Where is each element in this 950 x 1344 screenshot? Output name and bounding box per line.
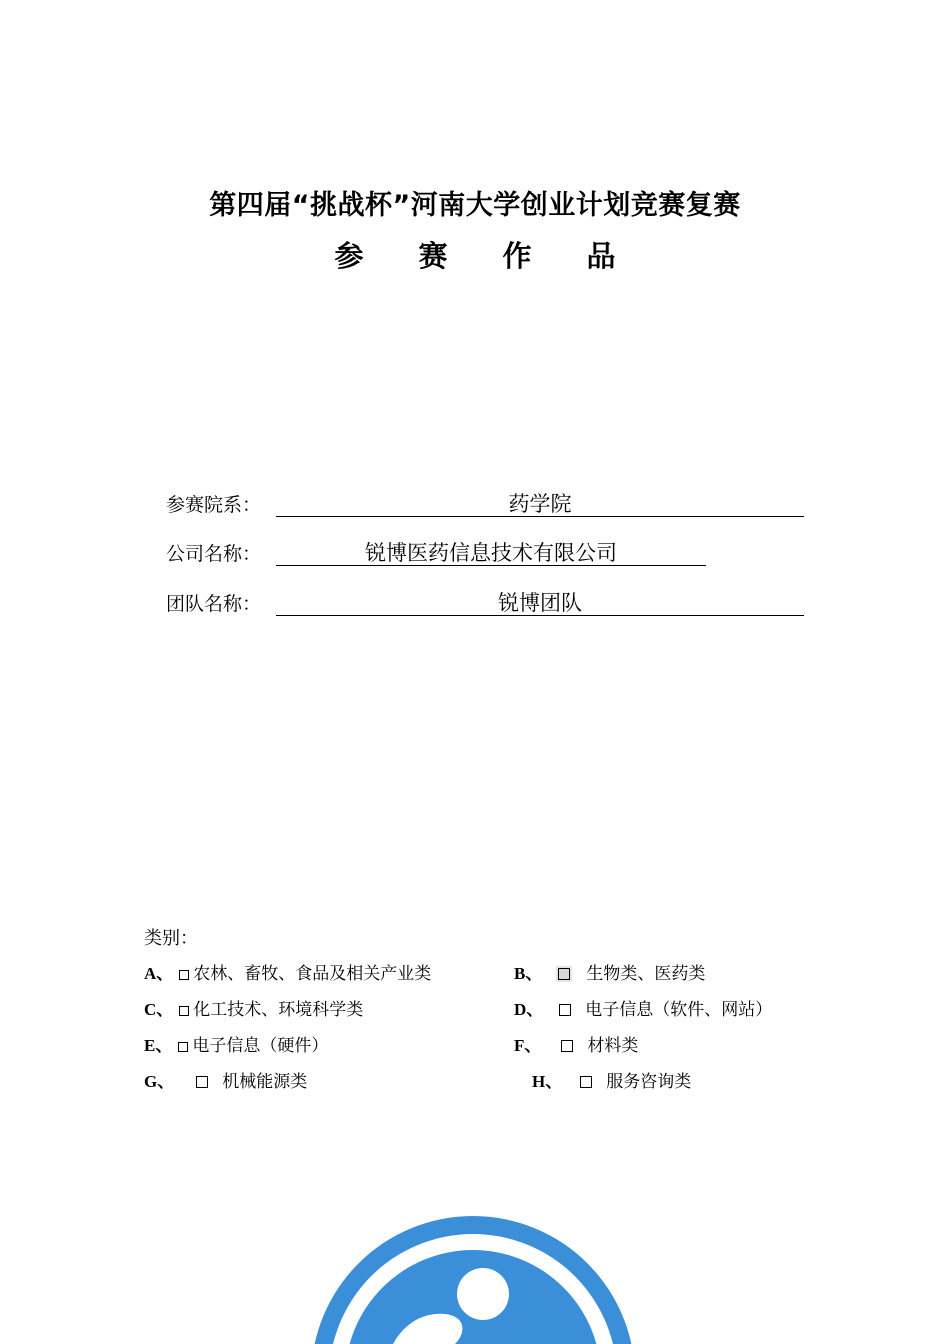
- category-option-a[interactable]: [144, 959, 431, 984]
- contest-title: 第四届“挑战杯”河南大学创业计划竞赛复赛: [209, 190, 741, 221]
- category-option-c[interactable]: [144, 995, 363, 1020]
- category-heading: 类别：: [144, 928, 198, 949]
- category-letter: H、: [532, 1072, 563, 1091]
- entry-subtitle: 参赛作品: [334, 239, 671, 273]
- category-letter: F、: [514, 1036, 542, 1055]
- checkbox-icon[interactable]: [196, 1076, 208, 1088]
- category-label: 材料类: [587, 1036, 639, 1056]
- category-letter: E、: [144, 1036, 173, 1055]
- checkbox-icon[interactable]: [559, 1004, 571, 1016]
- category-label: 电子信息（软件、网站）: [585, 1000, 773, 1020]
- field-department-value[interactable]: 药学院: [276, 488, 804, 517]
- field-team-value[interactable]: 锐博团队: [276, 587, 804, 616]
- category-label: 机械能源类: [222, 1072, 308, 1092]
- field-department-label: 参赛院系：: [166, 494, 262, 516]
- logo-dot: [457, 1268, 509, 1320]
- category-option-f[interactable]: [514, 1031, 638, 1056]
- category-label: 服务咨询类: [606, 1072, 692, 1092]
- category-option-g[interactable]: [144, 1067, 307, 1092]
- checkbox-icon[interactable]: [179, 970, 189, 980]
- category-label: 化工技术、环境科学类: [193, 1000, 364, 1020]
- checkbox-icon[interactable]: [561, 1040, 573, 1052]
- field-company-label: 公司名称：: [166, 543, 262, 565]
- field-company-value[interactable]: 锐博医药信息技术有限公司: [276, 537, 706, 566]
- category-letter: G、: [144, 1072, 175, 1091]
- category-option-b[interactable]: [514, 959, 705, 984]
- checkbox-icon[interactable]: [558, 968, 570, 980]
- checkbox-icon[interactable]: [580, 1076, 592, 1088]
- category-letter: D、: [514, 1000, 544, 1019]
- category-label: 农林、畜牧、食品及相关产业类: [193, 964, 432, 984]
- category-label: 电子信息（硬件）: [192, 1036, 329, 1056]
- field-team-label: 团队名称：: [166, 593, 262, 615]
- category-letter: C、: [144, 1000, 174, 1019]
- company-logo-icon: [305, 1210, 645, 1344]
- category-letter: B、: [514, 964, 543, 983]
- checkbox-icon[interactable]: [179, 1006, 189, 1016]
- checkbox-icon[interactable]: [178, 1042, 188, 1052]
- category-label: 生物类、医药类: [586, 964, 706, 984]
- category-option-e[interactable]: [144, 1031, 328, 1056]
- category-letter: A、: [144, 964, 174, 983]
- category-option-d[interactable]: [514, 995, 772, 1020]
- category-option-h[interactable]: [532, 1067, 691, 1092]
